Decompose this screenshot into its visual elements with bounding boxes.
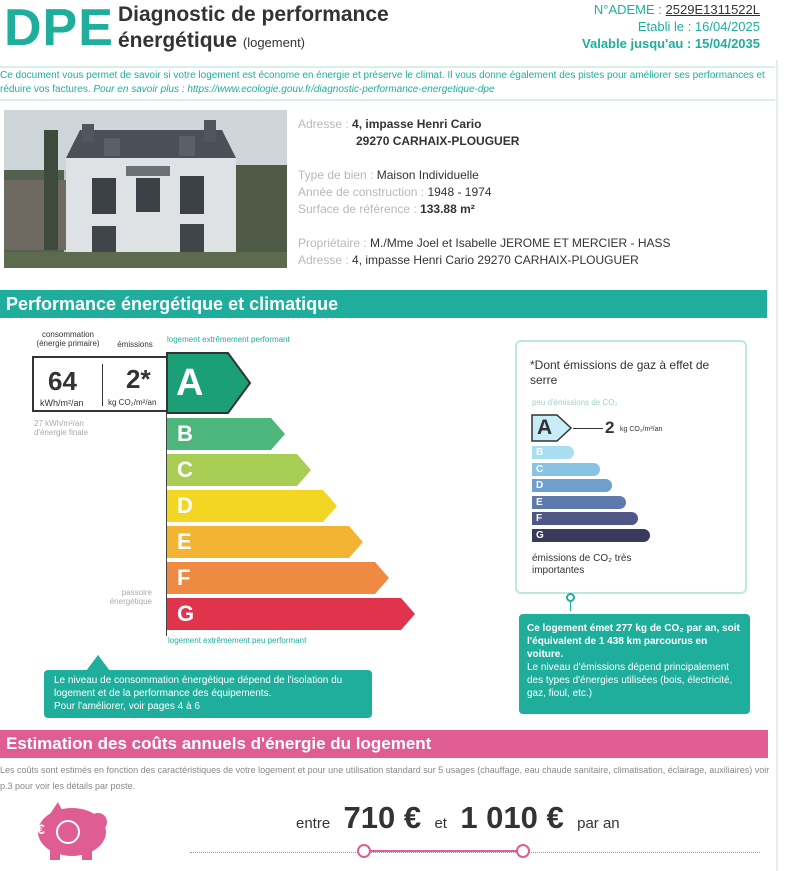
- owner-address-row: [298, 252, 671, 269]
- spacer: [298, 218, 671, 235]
- owner-address-label: Adresse :: [298, 253, 349, 267]
- ges-unit: kg CO₂/m²/an: [620, 426, 663, 433]
- conso-callout-link[interactable]: Pour l'améliorer, voir pages 4 à 6: [54, 701, 200, 712]
- section-cost-header: Estimation des coûts annuels d'énergie du logement: [0, 730, 768, 758]
- spacer: [298, 150, 671, 167]
- cost-min-marker: [357, 844, 371, 858]
- ges-bar-g: G: [532, 529, 650, 542]
- ademe-number-link[interactable]: 2529E1311522L: [665, 2, 760, 17]
- scale-letter-f: F: [177, 565, 191, 590]
- emissions-label: émissions: [117, 340, 153, 349]
- year-value: 1948 - 1974: [427, 185, 492, 199]
- house-photo: [4, 110, 287, 268]
- conso-callout-text: Le niveau de consommation énergétique dépend de l'isolation du logement et de la performance des équipements.: [54, 675, 343, 699]
- title-line2-wrap: [118, 28, 389, 56]
- address-line2: 29270 CARHAIX-PLOUGUER: [356, 134, 520, 148]
- intro-link[interactable]: Pour en savoir plus : https://www.ecologie.gouv.fr/diagnostic-performance-energetique-dpe: [93, 84, 495, 95]
- type-label: Type de bien :: [298, 168, 374, 182]
- cost-dotted-line: [190, 852, 760, 853]
- ademe-row: [582, 1, 760, 18]
- cost-max: 1 010 €: [460, 800, 564, 835]
- page-edge: [776, 60, 800, 871]
- scale-letter-d: D: [177, 493, 193, 518]
- document-meta: [582, 1, 760, 52]
- rating-letter: A: [176, 362, 204, 404]
- conso-callout-pointer: [86, 655, 110, 671]
- euro-symbol: €: [37, 821, 45, 837]
- ges-value: 2: [605, 418, 615, 437]
- cost-min: 710 €: [343, 800, 422, 835]
- type-value: Maison Individuelle: [376, 168, 479, 182]
- ges-bar-f: F: [532, 512, 638, 525]
- property-info: [298, 116, 671, 269]
- owner-row: [298, 235, 671, 252]
- conso-callout: [44, 670, 372, 718]
- owner-address-value: 4, impasse Henri Cario 29270 CARHAIX-PLOUGUER: [352, 253, 639, 267]
- cost-range: [296, 800, 620, 836]
- bottom-performance-label: logement extrêmement peu performant: [168, 636, 307, 645]
- ges-rating-letter: A: [537, 416, 553, 439]
- owner-value: M./Mme Joel et Isabelle JEROME ET MERCIER - HASS: [370, 236, 671, 250]
- final-energy-note: 27 kWh/m²/an d'énergie finale: [34, 419, 89, 437]
- cost-range-line: [370, 850, 520, 852]
- ges-bar-e: E: [532, 496, 626, 509]
- address-row2: [298, 133, 671, 150]
- cost-et: et: [434, 815, 447, 832]
- type-row: [298, 167, 671, 184]
- cost-par-an: par an: [577, 815, 620, 832]
- scale-bar-g: [167, 598, 417, 630]
- title-suffix: (logement): [242, 35, 306, 50]
- intro-sentence: Ce document vous permet de savoir si votre logement est économe en énergie et préserve le climat. Il vous donne également des pistes pour améliorer ses performances et réduire vos factures.: [0, 70, 765, 95]
- conso-unit: kWh/m²/an: [40, 398, 84, 408]
- cost-description: Les coûts sont estimés en fonction des caractéristiques de votre logement et pour une utilisation standard sur 5 usages (chauffage, eau chaude sanitaire, climatisation, éclairage, auxiliaires) voir p.3 pour voir les détails par poste.: [0, 765, 770, 791]
- scale-letter-b: B: [177, 421, 193, 446]
- ges-bar-c: C: [532, 463, 600, 476]
- address-label: Adresse :: [298, 117, 349, 131]
- address-row: [298, 116, 671, 133]
- scale-letter-e: E: [177, 529, 192, 554]
- section-performance-header: Performance énergétique et climatique: [0, 290, 767, 318]
- title-line1: Diagnostic de performance: [118, 3, 389, 26]
- cost-entre: entre: [296, 815, 331, 832]
- ges-callout-dot: [566, 593, 575, 602]
- conso-box: [32, 356, 166, 412]
- ges-bar-b: B: [532, 446, 574, 459]
- ges-top-label: peu d'émissions de CO₂: [532, 398, 618, 407]
- box-divider: [102, 364, 103, 406]
- title-line2: énergétique: [118, 29, 238, 52]
- owner-label: Propriétaire :: [298, 236, 367, 250]
- valable-date: Valable jusqu'au : 15/04/2035: [582, 36, 760, 51]
- etabli-date: Etabli le : 16/04/2025: [637, 19, 760, 34]
- ges-bottom-label: émissions de CO₂ très importantes: [532, 553, 632, 576]
- house-illustration: [4, 110, 287, 268]
- cost-max-marker: [516, 844, 530, 858]
- top-performance-label: logement extrêmement performant: [167, 335, 290, 344]
- ges-bar-d: D: [532, 479, 612, 492]
- scale-letter-g: G: [177, 601, 195, 626]
- ademe-label: N°ADEME :: [593, 2, 662, 17]
- surface-label: Surface de référence :: [298, 202, 417, 216]
- year-row: [298, 184, 671, 201]
- ges-callout-text: Le niveau d'émissions dépend principalement des types d'énergies utilisées (bois, électricité, gaz, fioul, etc.): [527, 662, 733, 699]
- conso-value: 64: [48, 366, 77, 396]
- ges-pointer-line: [573, 428, 603, 429]
- emis-value: 2*: [126, 364, 151, 394]
- intro-text: [0, 66, 775, 101]
- year-label: Année de construction :: [298, 185, 425, 199]
- passoire-label: passoire énergétique: [109, 588, 152, 606]
- conso-label: consommation (énergie primaire): [36, 330, 100, 348]
- ges-callout: [519, 614, 750, 714]
- scale-letter-c: C: [177, 457, 193, 482]
- emis-unit: kg CO₂/m²/an: [108, 398, 157, 407]
- dpe-logo: DPE: [4, 0, 114, 57]
- ges-callout-bold: Ce logement émet 277 kg de CO₂ par an, soit l'équivalent de 1 438 km parcourus en voiture.: [527, 623, 740, 660]
- surface-row: [298, 201, 671, 218]
- surface-value: 133.88 m²: [420, 202, 475, 216]
- scale-bar-f: [167, 562, 391, 594]
- page-title: [118, 2, 389, 56]
- scale-bar-e: [167, 526, 365, 558]
- ges-title: *Dont émissions de gaz à effet de serre: [530, 358, 710, 387]
- address-line1: 4, impasse Henri Cario: [352, 117, 482, 131]
